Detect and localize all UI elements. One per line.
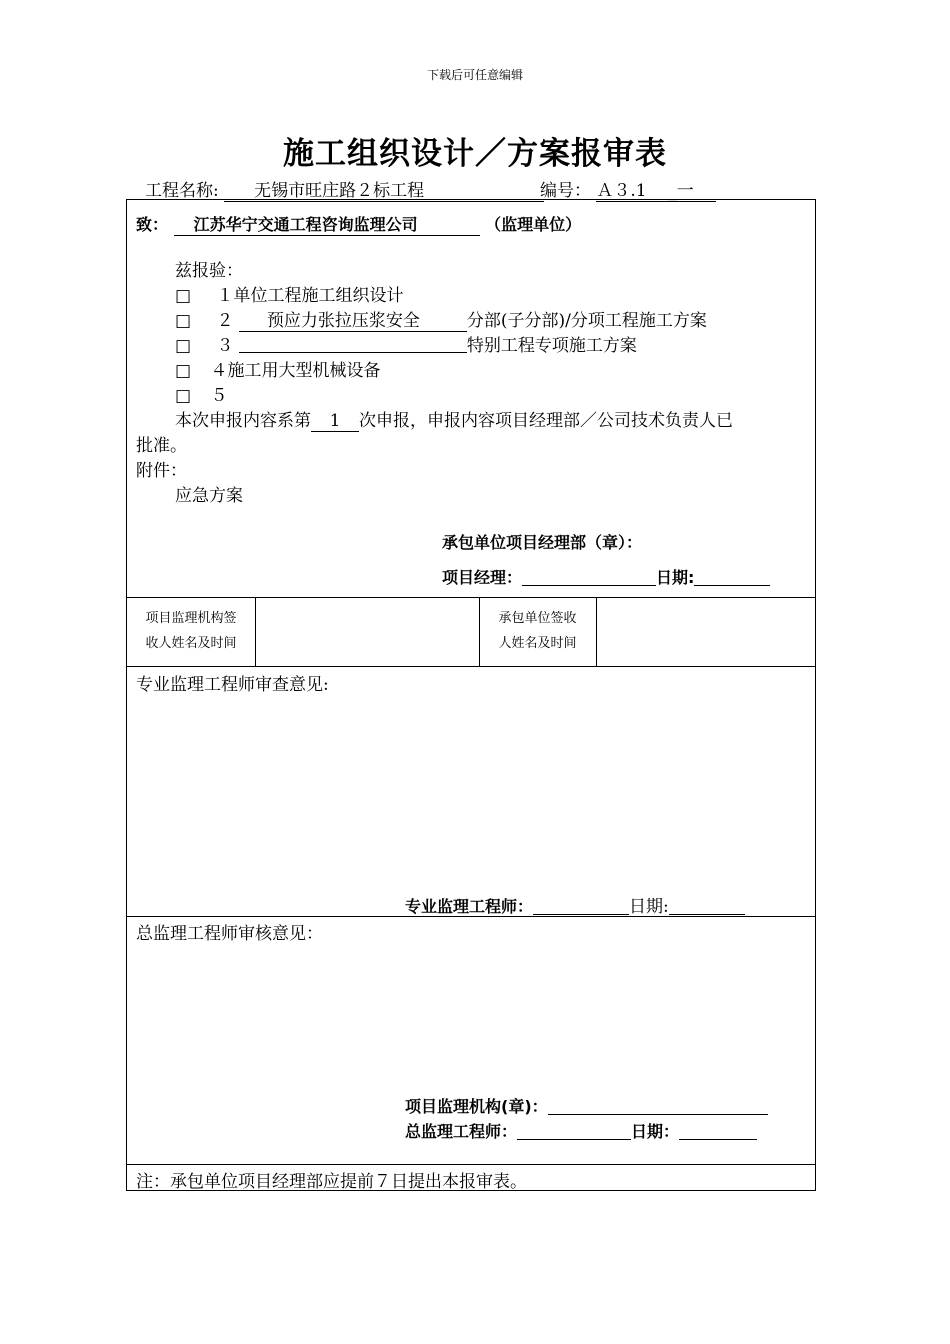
checkbox-4[interactable]: □ — [175, 361, 192, 381]
contractor-dept-label: 承包单位项目经理部（章）： — [442, 533, 643, 552]
checklist-item-3 — [175, 331, 637, 356]
chief-org-label: 项目监理机构(章)： — [405, 1097, 548, 1116]
chief-sign-label: 总监理工程师： — [405, 1122, 518, 1141]
chief-org-row — [405, 1094, 768, 1117]
chief-date-field[interactable] — [679, 1121, 757, 1140]
footer-note: 注：承包单位项目经理部应提前７日提出本报审表。 — [136, 1172, 527, 1192]
contractor-receipt-field[interactable] — [596, 597, 815, 666]
report-line-2: 批准。 — [136, 436, 187, 456]
number-value: Ａ３.1 _一 — [596, 176, 716, 202]
engineer-date-field[interactable] — [669, 896, 745, 915]
checkbox-2[interactable]: □ — [175, 311, 192, 331]
contractor-receipt-label: 承包单位签收 人姓名及时间 — [498, 611, 577, 651]
supervisor-receipt-label: 项目监理机构签 收人姓名及时间 — [145, 611, 237, 651]
engineer-sign-row — [405, 892, 745, 917]
item-3-label: 特别工程专项施工方案 — [466, 336, 637, 356]
checkbox-5[interactable]: □ — [175, 386, 192, 406]
project-name: 无锡市旺庄路２标工程 — [224, 176, 544, 202]
item-1-label: １单位工程施工组织设计 — [216, 286, 404, 306]
manager-signature-field[interactable] — [522, 567, 656, 586]
checklist-item-4 — [175, 356, 380, 381]
item-4-label: ４施工用大型机械设备 — [210, 361, 381, 381]
item-2-fill: 预应力张拉压浆安全 — [239, 306, 467, 332]
to-line — [136, 212, 581, 236]
top-note: 下载后可任意编辑 — [426, 68, 523, 82]
report-line — [175, 406, 733, 432]
chief-signature-field[interactable] — [517, 1121, 631, 1140]
checklist-item-1 — [175, 281, 403, 306]
supervisor-receipt-field[interactable] — [255, 597, 479, 666]
engineer-sign-label: 专业监理工程师： — [405, 897, 534, 916]
to-suffix: （监理单位） — [485, 215, 582, 234]
engineer-date-label: 日期: — [629, 897, 669, 917]
contractor-sign-row — [442, 565, 770, 588]
contractor-date-label: 日期: — [656, 568, 695, 587]
contractor-date-field[interactable] — [694, 567, 770, 586]
to-label: 致： — [136, 215, 169, 234]
chief-date-label: 日期： — [631, 1122, 680, 1141]
engineer-opinion-label: 专业监理工程师审查意见: — [136, 675, 329, 695]
divider-chief-bottom — [127, 1164, 815, 1165]
item-2-label: 分部(子分部)/分项工程施工方案 — [466, 311, 707, 331]
project-label: 工程名称: — [145, 181, 219, 201]
item-3-num: ３ — [216, 336, 234, 356]
checklist-item-5 — [175, 381, 227, 406]
to-company: 江苏华宁交通工程咨询监理公司 — [174, 212, 480, 236]
item-2-num: ２ — [216, 311, 234, 331]
manager-label: 项目经理： — [442, 568, 523, 587]
checkbox-3[interactable]: □ — [175, 336, 192, 356]
chief-org-field[interactable] — [548, 1096, 768, 1115]
checklist-item-2 — [175, 306, 707, 332]
engineer-signature-field[interactable] — [533, 896, 629, 915]
checkbox-1[interactable]: □ — [175, 286, 192, 306]
chief-sign-row — [405, 1119, 757, 1142]
divider-receipt-bottom — [127, 666, 815, 667]
report-suffix: 次申报，申报内容项目经理部／公司技术负责人已 — [359, 411, 733, 431]
page-title: 施工组织设计／方案报审表 — [283, 136, 667, 172]
report-count: 1 — [311, 411, 359, 432]
report-prefix: 本次申报内容系第 — [175, 411, 311, 431]
engineer-opinion-field[interactable] — [130, 695, 810, 880]
attachment-item: 应急方案 — [175, 486, 243, 506]
item-3-blank[interactable] — [239, 334, 467, 353]
chief-opinion-field[interactable] — [130, 944, 810, 1089]
chief-opinion-label: 总监理工程师审核意见： — [136, 924, 323, 944]
attachment-label: 附件： — [136, 461, 187, 481]
number-label: 编号： — [540, 181, 591, 201]
intro-text: 兹报验： — [175, 261, 243, 281]
item-5-label: ５ — [210, 386, 228, 406]
